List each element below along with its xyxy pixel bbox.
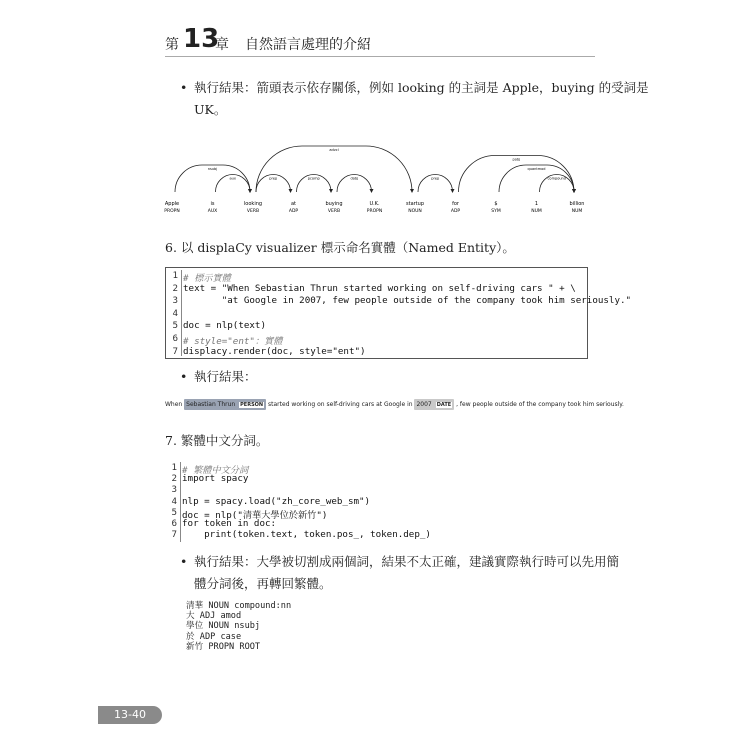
code-text: text = "When Sebastian Thrun started working on self-driving cars " + \ — [183, 282, 576, 294]
entity-mid-text: started working on self-driving cars at Google in — [268, 401, 413, 408]
line-number: 2 — [172, 282, 178, 294]
line-number: 7 — [172, 345, 178, 357]
token-text: Apple — [164, 201, 180, 207]
token-pos-tag: VERB — [246, 209, 260, 214]
line-number: 7 — [171, 529, 177, 541]
bullet-3-line-2: 體分詞後，再轉回繁體。 — [194, 576, 332, 591]
bullet-dot: • — [180, 80, 188, 95]
token-text: billion — [569, 201, 585, 207]
dependency-arrowhead — [329, 189, 333, 193]
dependency-label: aux — [229, 176, 236, 181]
token-text: buying — [325, 201, 343, 207]
code-block-segmentation — [165, 460, 586, 544]
code-text: print(token.text, token.pos_, token.dep_) — [182, 529, 431, 541]
entity-person-text: Sebastian Thrun — [186, 401, 236, 408]
line-number: 6 — [171, 518, 177, 529]
dependency-label: pcomp — [307, 176, 320, 181]
entity-person-highlight — [184, 399, 266, 410]
code-text: import spacy — [182, 473, 249, 485]
code-text: # style="ent"：實體 — [183, 336, 283, 347]
dependency-label: nsubj — [207, 167, 218, 171]
line-number: 5 — [171, 506, 177, 518]
entity-pre-text: When — [165, 401, 183, 408]
result-bullet-2 — [180, 366, 380, 388]
token-pos-tag: PROPN — [366, 209, 383, 214]
code-text: nlp = spacy.load("zh_core_web_sm") — [182, 495, 371, 507]
entity-date-highlight — [414, 399, 454, 410]
code-text: for token in doc: — [182, 518, 277, 529]
dependency-parse-diagram — [160, 128, 590, 218]
output-line: 清華 NOUN compound:nn — [186, 601, 292, 611]
entity-render-output — [165, 399, 624, 410]
line-number: 1 — [171, 462, 177, 473]
bullet-dot: • — [180, 554, 188, 569]
token-pos-tag: NUM — [571, 209, 583, 214]
dependency-label: advcl — [329, 148, 339, 152]
output-line: 新竹 PROPN ROOT — [186, 641, 261, 652]
entity-date-text: 2007 — [416, 401, 432, 408]
token-text: for — [452, 201, 459, 207]
token-pos-tag: PROPN — [164, 209, 180, 214]
line-number: 6 — [172, 333, 178, 344]
code-text: # 標示實體 — [183, 273, 231, 284]
entity-person-label: PERSON — [240, 401, 264, 408]
code-text: doc = nlp(text) — [183, 320, 266, 332]
dependency-label: pobj — [512, 157, 521, 162]
dependency-label: quantmod — [527, 167, 546, 171]
program-output — [186, 601, 291, 652]
chapter-prefix: 第 — [165, 37, 179, 53]
chapter-suffix: 章 — [215, 37, 229, 53]
result-bullet-1 — [180, 77, 649, 123]
output-line: 學位 NOUN nsubj — [186, 621, 261, 632]
token-text: 1 — [534, 201, 539, 207]
dependency-arrowhead — [370, 189, 374, 193]
dependency-label: prep — [431, 176, 440, 181]
bullet-3-line-1: 執行結果：大學被切割成兩個詞，結果不太正確，建議實際執行時可以先用簡 — [194, 554, 620, 569]
entity-date-label: DATE — [436, 401, 452, 408]
dependency-arrowhead — [289, 189, 293, 193]
token-text: startup — [406, 201, 424, 207]
code-text: doc = nlp("清華大學位於新竹") — [182, 509, 328, 521]
token-pos-tag: SYM — [491, 209, 501, 214]
line-number: 1 — [172, 270, 178, 281]
token-pos-tag: NOUN — [408, 209, 422, 214]
dependency-label: dobj — [350, 176, 359, 181]
code-text: "at Google in 2007, few people outside of the company took him seriously." — [183, 295, 632, 307]
token-pos-tag: NUM — [531, 209, 542, 214]
code-text: displacy.render(doc, style="ent") — [183, 345, 366, 357]
bullet-2-text: 執行結果： — [194, 369, 257, 384]
result-bullet-3 — [180, 551, 620, 597]
chapter-number: 13 — [183, 24, 220, 54]
code-gutter-divider — [181, 270, 182, 356]
chapter-title: 自然語言處理的介紹 — [245, 37, 371, 53]
dependency-label: compound — [547, 176, 566, 181]
dependency-arc — [256, 146, 412, 192]
token-pos-tag: AUX — [207, 209, 218, 214]
code-text: # 繁體中文分詞 — [182, 465, 249, 476]
line-number: 3 — [172, 295, 178, 307]
code-gutter-divider — [180, 462, 181, 542]
token-pos-tag: ADP — [450, 209, 461, 214]
output-line: 大 ADJ amod — [186, 611, 242, 622]
line-number: 4 — [171, 495, 177, 507]
page-number: 13-40 — [98, 706, 162, 724]
code-block-entities — [165, 267, 632, 359]
output-line: 於 ADP case — [186, 631, 242, 642]
dependency-arrowhead — [248, 189, 252, 193]
token-text: $ — [494, 201, 498, 207]
bullet-1-line-1: 執行結果：箭頭表示依存關係，例如 looking 的主詞是 Apple，buying 的受詞是 — [194, 80, 649, 95]
line-number: 5 — [172, 320, 178, 332]
section-7-title: 7. 繁體中文分詞。 — [165, 433, 269, 448]
chapter-header — [165, 24, 595, 57]
token-text: looking — [243, 201, 263, 207]
dependency-label: prep — [269, 176, 278, 181]
token-text: at — [290, 201, 297, 207]
dependency-arrowhead — [410, 189, 414, 193]
bullet-dot: • — [180, 369, 188, 384]
dependency-arrowhead — [451, 189, 455, 193]
token-text: U.K. — [369, 201, 380, 207]
token-pos-tag: VERB — [327, 209, 341, 214]
line-number: 4 — [172, 307, 178, 319]
section-6-title: 6. 以 displaCy visualizer 標示命名實體（Named Entity）。 — [165, 240, 515, 255]
line-number: 2 — [171, 473, 177, 485]
line-number: 3 — [171, 484, 177, 496]
token-pos-tag: ADP — [288, 209, 299, 214]
entity-post-text: , few people outside of the company took him seriously. — [456, 401, 624, 408]
dependency-arrowhead — [572, 189, 576, 193]
bullet-1-line-2: UK。 — [194, 102, 227, 117]
token-text: is — [210, 201, 215, 207]
